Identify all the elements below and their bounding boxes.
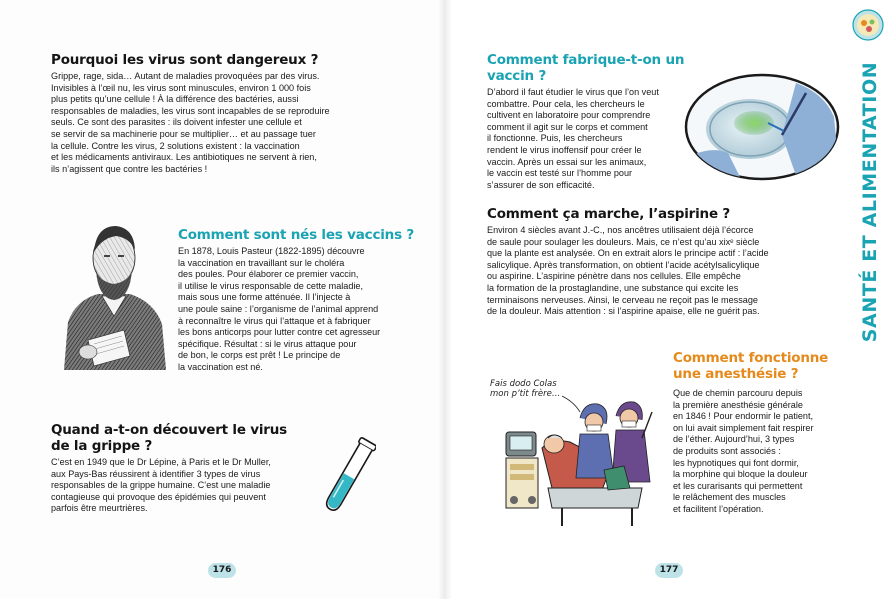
- heading-fabrique: Comment fabrique-t-on un vaccin ?: [487, 52, 685, 84]
- section-band-label: SANTÉ ET ALIMENTATION: [859, 61, 881, 343]
- page-number-177: 177: [655, 563, 683, 578]
- section-aspirine: [487, 206, 827, 318]
- text-aspirine: Environ 4 siècles avant J.-C., nos ancêtres utilisaient déjà l’écorce de saule pour soulager les douleurs. Mais, ce n’est qu’au xixᵉ siècle que la plante est analysée. On en extrait alors le principe actif : l’acide salicylique. Après transformation, on obtient l’acide acétylsalicylique ou aspirine. L’aspirine pénètre dans nos cellules. Elle empêche la formation de la prostaglandine, une substance qui excite les terminaisons nerveuses. Ainsi, le cerveau ne reçoit pas le message de la douleur. Mais attention : si l’aspirine apaise, elle ne guérit pas.: [487, 225, 769, 317]
- section-virus: [51, 52, 431, 175]
- text-vaccins: En 1878, Louis Pasteur (1822-1895) découvre la vaccination en travaillant sur le choléra des poules. Pour élaborer ce premier vaccin, il utilise le virus responsable de cette maladie, mais sous une forme atténuée. Il l’injecte à une poule saine : l’organisme de l’animal apprend à reconnaître le virus qui l’attaque et à fabriquer les bons anticorps pour lutter contre cet agresseur spécifique. Résultat : si le virus attaque pour de bon, le corps est prêt ! Le principe de la vaccination est né.: [178, 246, 381, 372]
- section-vaccins: [178, 227, 438, 374]
- text-virus: Grippe, rage, sida… Autant de maladies provoquées par des virus. Invisibles à l’œil nu, les virus sont minuscules, environ 1 000 fois plus petits qu’une cellule ! À la différence des bactéries, aussi responsables de maladies, les virus sont incapables de se reproduire seuls. Ce sont des parasites : ils doivent infester une cellule et se servir de sa machinerie pour se multiplier… et au passage tuer la cellule. Contre les virus, 2 solutions existent : la vaccination et les médicaments antiviraux. Les antibiotiques ne servent à rien, ils n’agissent que contre les bactéries !: [51, 71, 330, 174]
- speech-bubble-text: Fais dodo Colas mon p’tit frère…: [490, 379, 561, 399]
- petri-dish-photo: [684, 73, 840, 181]
- pasteur-portrait-illustration: [58, 212, 170, 370]
- test-tube-illustration: [320, 432, 376, 524]
- heading-virus: Pourquoi les virus sont dangereux ?: [51, 52, 319, 68]
- heading-anesthesie: Comment fonctionne une anesthésie ?: [673, 350, 829, 382]
- heading-aspirine: Comment ça marche, l’aspirine ?: [487, 206, 731, 222]
- anesthesia-cartoon-illustration: [492, 378, 667, 528]
- text-grippe: C’est en 1949 que le Dr Lépine, à Paris et le Dr Muller, aux Pays-Bas réussirent à identifier 3 types de virus responsables de la grippe humaine. C’est une maladie contagieuse qui provoque des épidémies qui peuvent parfois être meurtrières.: [51, 457, 271, 514]
- text-fabrique: D’abord il faut étudier le virus que l’on veut combattre. Pour cela, les chercheurs le cultivent en laboratoire pour comprendre comment il agit sur le corps et comment il fonctionne. Puis, les chercheurs rendent le virus inoffensif pour créer le vaccin. Après un essai sur les animaux, le vaccin est testé sur l’homme pour s’assurer de son efficacité.: [487, 87, 659, 190]
- heading-grippe: Quand a-t-on découvert le virus de la grippe ?: [51, 422, 288, 454]
- book-gutter: [438, 0, 452, 599]
- section-grippe: [51, 422, 351, 515]
- heading-vaccins: Comment sont nés les vaccins ?: [178, 227, 415, 243]
- section-anesthesie: [673, 350, 843, 516]
- chapter-emblem-icon: [852, 9, 884, 41]
- page-number-176: 176: [208, 563, 236, 578]
- text-anesthesie: Que de chemin parcouru depuis la première anesthésie générale en 1846 ! Pour endormir le patient, on lui avait simplement fait respirer de l’éther. Aujourd’hui, 3 types de produits sont associés : les hypnotiques qui font dormir, la morphine qui bloque la douleur et les curarisants qui permettent le relâchement des muscles et facilitent l’opération.: [673, 388, 814, 514]
- section-band-vertical: [850, 52, 890, 352]
